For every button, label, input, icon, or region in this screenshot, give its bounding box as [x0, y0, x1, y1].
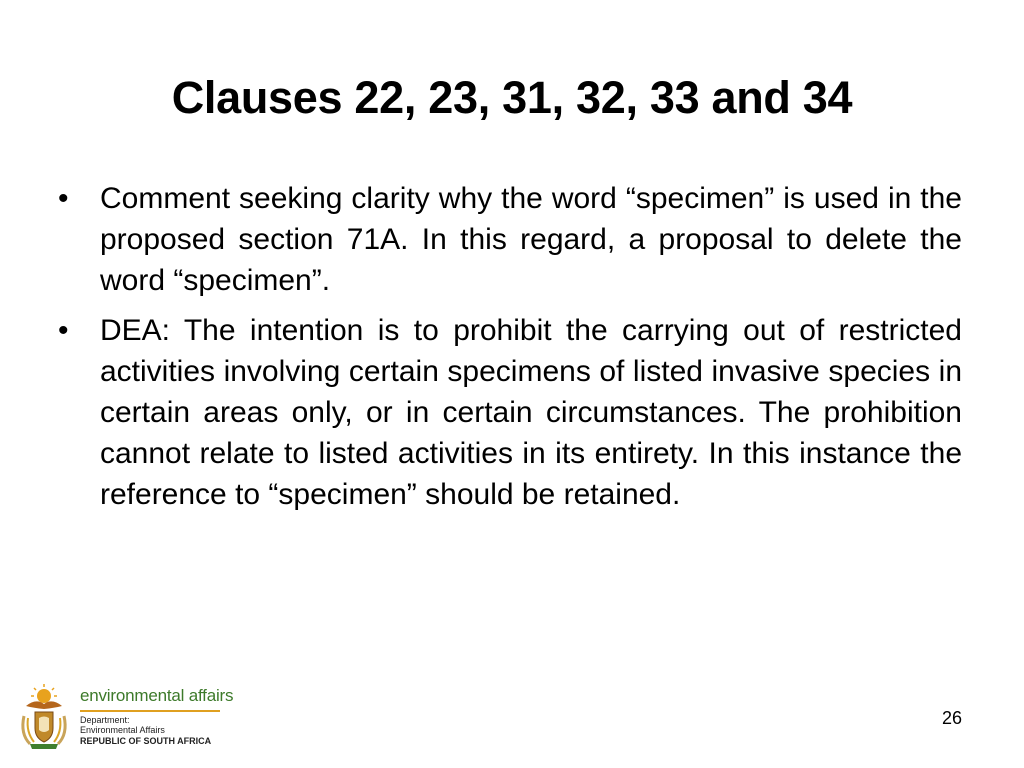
- logo-line-republic: REPUBLIC OF SOUTH AFRICA: [80, 736, 212, 746]
- slide-title: Clauses 22, 23, 31, 32, 33 and 34: [171, 72, 853, 123]
- logo-line-environmental-affairs: Environmental Affairs: [80, 725, 165, 735]
- logo-line-department: Department:: [80, 715, 130, 725]
- bullet-item-dea-response: [56, 310, 962, 515]
- bullet-marker: •: [58, 182, 69, 215]
- bullet-item-comment: [56, 178, 962, 301]
- bullet-marker: •: [58, 314, 69, 347]
- page-number: 26: [941, 708, 962, 728]
- bullet-list: [56, 178, 962, 524]
- department-logo: [16, 682, 234, 752]
- logo-department-name: environmental affairs: [80, 686, 234, 705]
- logo-divider: [80, 710, 220, 712]
- bullet-text: Comment seeking clarity why the word “specimen” is used in the proposed section 71A. In this regard, a proposal to delete the word “specimen”.: [100, 182, 962, 297]
- bullet-text: DEA: The intention is to prohibit the carrying out of restricted activities involving certain specimens of listed invasive species in certain areas only, or in certain circumstances. The prohibition cannot relate to listed activities in its entirety. In this instance the reference to “specimen” should be retained.: [100, 314, 962, 511]
- coat-of-arms-icon: [16, 682, 72, 752]
